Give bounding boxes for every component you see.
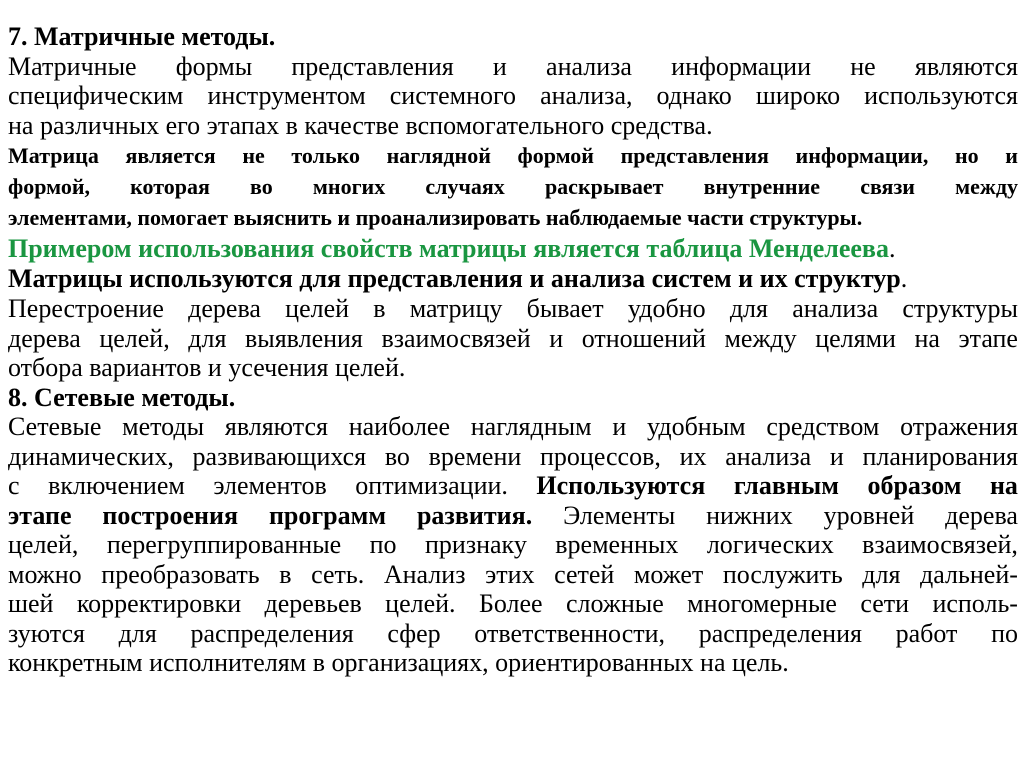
justified-line xyxy=(8,412,1018,442)
justified-line xyxy=(8,619,1018,649)
word: информации, xyxy=(795,143,929,169)
justified-line xyxy=(8,442,1018,472)
word: информации xyxy=(671,51,811,81)
word: анализа xyxy=(792,294,879,324)
word: удобно xyxy=(627,294,706,324)
word: шей xyxy=(8,589,54,619)
word: уровней xyxy=(823,500,915,530)
document-page xyxy=(8,0,1018,767)
word: для xyxy=(118,618,157,648)
word: формой xyxy=(517,143,594,169)
section-7-paragraph-3 xyxy=(8,294,1018,383)
word: многомерные xyxy=(687,589,837,619)
word: во xyxy=(250,174,273,200)
word: Используются xyxy=(536,471,706,501)
word: случаях xyxy=(425,174,505,200)
justified-line xyxy=(8,560,1018,590)
word: дерева xyxy=(188,294,261,324)
word: отражения xyxy=(900,412,1018,442)
section-7-paragraph-1 xyxy=(8,52,1018,141)
word: для xyxy=(188,323,227,353)
word: элементов xyxy=(213,471,327,501)
word: по xyxy=(369,530,397,560)
word: этапе xyxy=(958,323,1018,353)
word: развивающихся xyxy=(192,441,367,471)
word: сложные xyxy=(566,589,664,619)
word: анализа xyxy=(546,51,632,81)
word: структуры xyxy=(902,294,1018,324)
word: этапе xyxy=(8,500,72,530)
word: послужить xyxy=(722,559,843,589)
word: исполь- xyxy=(932,589,1018,619)
word: ответственности, xyxy=(474,618,666,648)
word: является xyxy=(125,143,216,169)
word: представления xyxy=(620,143,769,169)
word: и xyxy=(549,323,564,353)
word: но xyxy=(954,143,979,169)
section-7-heading: 7. Матричные методы. xyxy=(8,22,276,51)
justified-line xyxy=(8,324,1018,354)
word: временных xyxy=(555,530,679,560)
mixed-line-4 xyxy=(8,501,1018,531)
word: сети xyxy=(860,589,910,619)
word: наиболее xyxy=(348,412,451,442)
word: взаимосвязей xyxy=(381,323,531,353)
word: не xyxy=(850,51,876,81)
word: может xyxy=(633,559,704,589)
text-line: отбора вариантов и усечения целей. xyxy=(8,353,406,383)
justified-line xyxy=(8,140,1018,171)
word: используются xyxy=(864,81,1018,111)
word: и xyxy=(829,441,844,471)
word: бывает xyxy=(526,294,604,324)
matrices-use-period: . xyxy=(900,264,908,294)
word: программ xyxy=(268,500,387,530)
word: представления xyxy=(291,51,454,81)
word: целей, xyxy=(99,323,170,353)
word: в xyxy=(279,559,292,589)
word: раскрывает xyxy=(544,174,664,200)
word: нижних xyxy=(706,500,793,530)
mendeleev-example-line xyxy=(8,233,1018,264)
word: многих xyxy=(312,174,386,200)
word: в xyxy=(373,294,386,324)
matrices-use-text: Матрицы используются для представления и анализа систем и их структур xyxy=(8,264,901,294)
word: образом xyxy=(867,471,962,501)
word: средством xyxy=(766,412,880,442)
word: можно xyxy=(8,559,82,589)
word: связи xyxy=(860,174,915,200)
word: не xyxy=(242,143,265,169)
word: развития. xyxy=(416,500,533,530)
word: логических xyxy=(706,530,834,560)
word: планирования xyxy=(862,441,1018,471)
mixed-line-3 xyxy=(8,471,1018,501)
word: на xyxy=(989,471,1018,501)
text-line: конкретным исполнителям в организациях, ориентированных на цель. xyxy=(8,648,789,678)
word: целями xyxy=(815,323,896,353)
mendeleev-example-text: Примером использования свойств матрицы является таблица Менделеева xyxy=(8,234,889,264)
word: являются xyxy=(914,51,1018,81)
word: для xyxy=(729,294,768,324)
word: сфер xyxy=(387,618,441,648)
matrices-use-line xyxy=(8,264,1018,294)
word: формой, xyxy=(8,174,90,200)
word: Матрица xyxy=(8,143,99,169)
word: дальней- xyxy=(920,559,1018,589)
word: для xyxy=(862,559,901,589)
word: признаку xyxy=(425,530,527,560)
section-8-paragraph xyxy=(8,412,1018,678)
word: между xyxy=(955,174,1018,200)
word: целей. xyxy=(385,589,456,619)
word: корректировки xyxy=(76,589,242,619)
word: отношений xyxy=(581,323,706,353)
word: Матричные xyxy=(8,51,137,81)
mendeleev-example-period: . xyxy=(888,234,896,264)
word: деревьев xyxy=(264,589,362,619)
word: и xyxy=(1005,143,1018,169)
word: по xyxy=(991,618,1018,648)
word: сеть. xyxy=(311,559,365,589)
justified-line xyxy=(8,294,1018,324)
word: процессов, xyxy=(539,441,661,471)
section-7-paragraph-2 xyxy=(8,140,1018,233)
justified-line xyxy=(8,52,1018,82)
word: Перестроение xyxy=(8,294,164,324)
word: работ xyxy=(895,618,958,648)
word: формы xyxy=(175,51,253,81)
word: удобным xyxy=(646,412,746,442)
word: включением xyxy=(48,471,185,501)
word: оптимизации. xyxy=(355,471,508,501)
word: только xyxy=(291,143,360,169)
word: инструментом xyxy=(207,81,366,111)
word: с xyxy=(8,471,20,501)
word: Более xyxy=(478,589,543,619)
word: системного xyxy=(389,81,517,111)
word: являются xyxy=(224,412,328,442)
word: этих xyxy=(485,559,535,589)
word: однако xyxy=(656,81,732,111)
word: целей xyxy=(285,294,350,324)
justified-line xyxy=(8,530,1018,560)
word: наглядным xyxy=(470,412,592,442)
word: между xyxy=(724,323,797,353)
justified-line xyxy=(8,589,1018,619)
word: и xyxy=(492,51,507,81)
word: перегруппированные xyxy=(106,530,342,560)
word: зуются xyxy=(8,618,85,648)
word: главным xyxy=(733,471,839,501)
word: распределения xyxy=(698,618,862,648)
word: специфическим xyxy=(8,81,184,111)
word: времени xyxy=(428,441,522,471)
word: которая xyxy=(130,174,210,200)
word: их xyxy=(679,441,707,471)
justified-line xyxy=(8,81,1018,111)
justified-line xyxy=(8,171,1018,202)
word: внутренние xyxy=(703,174,821,200)
word: Сетевые xyxy=(8,412,102,442)
word: динамических, xyxy=(8,441,174,471)
word: наглядной xyxy=(386,143,491,169)
word: выявления xyxy=(244,323,363,353)
word: преобразовать xyxy=(101,559,260,589)
word: сетей xyxy=(554,559,615,589)
word: во xyxy=(384,441,410,471)
word: взаимосвязей, xyxy=(862,530,1018,560)
word: широко xyxy=(755,81,841,111)
word: распределения xyxy=(190,618,354,648)
word: Анализ xyxy=(383,559,466,589)
word: матрицу xyxy=(409,294,503,324)
text-line: на различных его этапах в качестве вспомогательного средства. xyxy=(8,110,713,140)
text-line: элементами, помогает выяснить и проанализировать наблюдаемые части структуры. xyxy=(8,205,863,231)
word: дерева xyxy=(8,323,81,353)
word: построения xyxy=(102,500,239,530)
word: на xyxy=(914,323,940,353)
word: дерева xyxy=(945,500,1018,530)
word: целей, xyxy=(8,530,79,560)
word: методы xyxy=(122,412,205,442)
word: анализа, xyxy=(540,81,633,111)
word: и xyxy=(612,412,627,442)
word: анализа xyxy=(725,441,812,471)
section-8-heading: 8. Сетевые методы. xyxy=(8,382,236,412)
word: Элементы xyxy=(563,500,676,530)
